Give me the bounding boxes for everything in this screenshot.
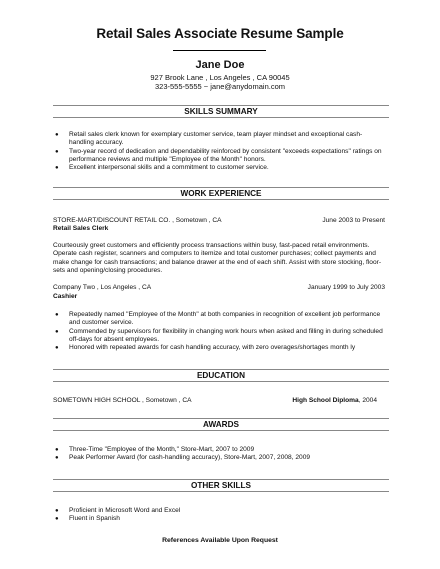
- list-item: ● Two-year record of dedication and dependability reinforced by consistent "exceeds expectations" ratings on performance reviews and multiple "Employee of the Month" honors.: [55, 147, 382, 163]
- references-note: References Available Upon Request: [162, 537, 278, 544]
- job1-description: Courteously greet customers and efficiently process transactions within busy, fast-paced retail environments. Operate cash register, scanners and computers to itemize and total customer purchases; collect payments and make change for cash transactions; and balance drawer at the end of each shift. Assist with store stocking, floor-sets and opening/closing procedures.: [53, 242, 382, 274]
- section-work-experience: WORK EXPERIENCE: [53, 187, 389, 200]
- education-degree: [250, 397, 377, 405]
- list-item: ● Retail sales clerk known for exemplary customer service, team player mindset and exceptional cash-handling accuracy.: [55, 131, 363, 147]
- section-awards: AWARDS: [53, 418, 389, 431]
- bullet-icon: ●: [55, 165, 59, 172]
- job2-role: Cashier: [53, 293, 78, 300]
- education-diploma: High School Diploma: [292, 397, 359, 404]
- bullet-icon: ●: [55, 508, 59, 514]
- list-item: ● Repeatedly named "Employee of the Month" at both companies in recognition of excellent job performance and customer service.: [55, 311, 381, 327]
- section-education: EDUCATION: [53, 369, 389, 382]
- section-other-skills: OTHER SKILLS: [53, 479, 389, 492]
- job2-achievements-list: [55, 311, 385, 352]
- list-item: ● Excellent interpersonal skills and a commitment to customer service.: [55, 164, 269, 172]
- bullet-icon: ●: [55, 447, 59, 453]
- job1-company: STORE-MART/DISCOUNT RETAIL CO. , Sometown , CA: [53, 217, 222, 224]
- bullet-icon: ●: [55, 345, 59, 352]
- page-title: Retail Sales Associate Resume Sample: [96, 26, 344, 41]
- bullet-icon: ●: [55, 132, 59, 138]
- bullet-icon: ●: [55, 148, 59, 155]
- job2-dates: January 1999 to July 2003: [307, 284, 385, 291]
- list-item: ● Commended by supervisors for flexibility in changing work hours when asked and filling in during scheduled off-days for absent employees.: [55, 327, 383, 343]
- list-item: ● Peak Performer Award (for cash-handling accuracy), Store-Mart, 2007, 2008, 2009: [55, 454, 311, 462]
- job1-dates: June 2003 to Present: [322, 217, 385, 224]
- skills-summary-list: [55, 131, 385, 172]
- list-item: ● Proficient in Microsoft Word and Excel: [55, 507, 181, 514]
- list-item: ● Three-Time "Employee of the Month," Store-Mart, 2007 to 2009: [55, 446, 255, 453]
- bullet-icon: ●: [55, 455, 59, 462]
- bullet-icon: ●: [55, 312, 59, 318]
- job2-company: Company Two , Los Angeles , CA: [53, 284, 152, 291]
- list-item: ● Fluent in Spanish: [55, 515, 120, 523]
- contact-address: 927 Brook Lane , Los Angeles , CA 90045: [150, 73, 290, 82]
- other-skills-list: [55, 507, 385, 524]
- bullet-icon: ●: [55, 328, 59, 335]
- title-divider: [173, 50, 266, 51]
- education-school: SOMETOWN HIGH SCHOOL , Sometown , CA: [53, 397, 192, 404]
- bullet-icon: ●: [55, 516, 59, 523]
- list-item: ● Honored with repeated awards for cash handling accuracy, with zero overages/shortages month ly: [55, 344, 356, 352]
- education-year: , 2004: [358, 397, 377, 404]
- awards-list: [55, 446, 385, 463]
- job1-role: Retail Sales Clerk: [53, 225, 109, 232]
- section-skills-summary: SKILLS SUMMARY: [53, 105, 389, 118]
- candidate-name: Jane Doe: [195, 59, 245, 71]
- contact-phone-email: 323-555-5555 ~ jane@anydomain.com: [155, 82, 285, 91]
